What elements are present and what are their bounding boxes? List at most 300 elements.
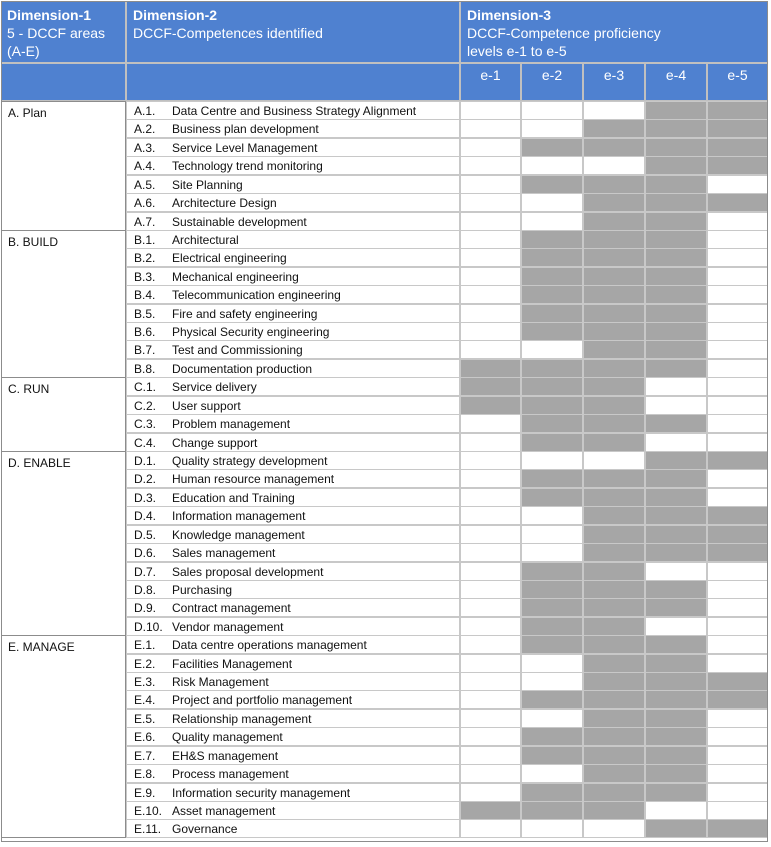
competence-code: D.5. bbox=[134, 527, 157, 542]
competence-name: Facilities Management bbox=[172, 656, 293, 671]
competence-row-label bbox=[126, 506, 460, 525]
level-header-e-5: e-5 bbox=[707, 63, 768, 101]
proficiency-cell-e-3-filled bbox=[583, 709, 645, 728]
competence-name: Site Planning bbox=[172, 177, 243, 192]
proficiency-cell-e-1-empty bbox=[460, 525, 521, 544]
proficiency-cell-e-1-empty bbox=[460, 783, 521, 802]
competence-code: B.3. bbox=[134, 269, 156, 284]
proficiency-cell-e-4-filled bbox=[645, 746, 707, 765]
proficiency-cell-e-5-empty bbox=[707, 709, 768, 728]
proficiency-cell-e-3-empty bbox=[583, 101, 645, 120]
competence-code: B.8. bbox=[134, 361, 156, 376]
proficiency-cell-e-4-empty bbox=[645, 617, 707, 636]
proficiency-cell-e-5-empty bbox=[707, 340, 768, 359]
proficiency-cell-e-1-filled bbox=[460, 377, 521, 396]
proficiency-cell-e-1-empty bbox=[460, 138, 521, 157]
proficiency-cell-e-2-filled bbox=[521, 783, 583, 802]
proficiency-cell-e-2-empty bbox=[521, 340, 583, 359]
proficiency-cell-e-4-filled bbox=[645, 654, 707, 673]
proficiency-cell-e-2-filled bbox=[521, 469, 583, 488]
proficiency-cell-e-4-filled bbox=[645, 359, 707, 378]
competence-code: D.2. bbox=[134, 472, 157, 487]
competence-name: Fire and safety engineering bbox=[172, 306, 318, 321]
proficiency-cell-e-4-filled bbox=[645, 469, 707, 488]
proficiency-cell-e-3-filled bbox=[583, 580, 645, 599]
proficiency-cell-e-5-empty bbox=[707, 617, 768, 636]
competence-code: D.7. bbox=[134, 564, 157, 579]
proficiency-cell-e-5-filled bbox=[707, 506, 768, 525]
proficiency-cell-e-5-empty bbox=[707, 433, 768, 452]
proficiency-cell-e-3-filled bbox=[583, 230, 645, 249]
competence-row-label bbox=[126, 285, 460, 304]
proficiency-cell-e-5-filled bbox=[707, 193, 768, 212]
competence-row-label bbox=[126, 690, 460, 709]
proficiency-cell-e-4-filled bbox=[645, 285, 707, 304]
competence-row-label bbox=[126, 396, 460, 415]
proficiency-cell-e-4-filled bbox=[645, 119, 707, 138]
proficiency-cell-e-1-empty bbox=[460, 212, 521, 231]
proficiency-cell-e-4-filled bbox=[645, 525, 707, 544]
dim1-header bbox=[1, 1, 126, 63]
proficiency-cell-e-2-empty bbox=[521, 654, 583, 673]
proficiency-cell-e-3-filled bbox=[583, 433, 645, 452]
proficiency-cell-e-5-empty bbox=[707, 396, 768, 415]
competence-name: Human resource management bbox=[172, 472, 335, 487]
area-label: D. ENABLE bbox=[1, 451, 126, 636]
proficiency-cell-e-4-filled bbox=[645, 138, 707, 157]
competence-row-label bbox=[126, 101, 460, 120]
competence-row-label bbox=[126, 783, 460, 802]
proficiency-cell-e-5-filled bbox=[707, 672, 768, 691]
proficiency-cell-e-4-filled bbox=[645, 156, 707, 175]
proficiency-cell-e-4-filled bbox=[645, 672, 707, 691]
proficiency-cell-e-4-filled bbox=[645, 543, 707, 562]
dim1-title: Dimension-1 bbox=[7, 7, 92, 23]
proficiency-cell-e-3-filled bbox=[583, 322, 645, 341]
competence-row-label bbox=[126, 635, 460, 654]
level-header-e-4: e-4 bbox=[645, 63, 707, 101]
competence-code: D.9. bbox=[134, 601, 157, 616]
competence-code: B.1. bbox=[134, 232, 156, 247]
competence-row-label bbox=[126, 414, 460, 433]
proficiency-cell-e-4-filled bbox=[645, 783, 707, 802]
competence-row-label bbox=[126, 359, 460, 378]
proficiency-cell-e-2-filled bbox=[521, 617, 583, 636]
proficiency-cell-e-1-empty bbox=[460, 690, 521, 709]
competence-code: E.11. bbox=[134, 822, 162, 837]
proficiency-cell-e-4-filled bbox=[645, 414, 707, 433]
proficiency-cell-e-5-empty bbox=[707, 562, 768, 581]
competence-name: Purchasing bbox=[172, 582, 233, 597]
competence-row-label bbox=[126, 819, 460, 838]
proficiency-cell-e-2-empty bbox=[521, 672, 583, 691]
proficiency-cell-e-3-filled bbox=[583, 212, 645, 231]
competence-name: Project and portfolio management bbox=[172, 693, 353, 708]
competence-name: Mechanical engineering bbox=[172, 269, 299, 284]
competence-name: Knowledge management bbox=[172, 527, 305, 542]
competence-row-label bbox=[126, 672, 460, 691]
competence-name: Sales proposal development bbox=[172, 564, 324, 579]
competence-name: Service Level Management bbox=[172, 140, 318, 155]
proficiency-cell-e-4-filled bbox=[645, 340, 707, 359]
competence-row-label bbox=[126, 322, 460, 341]
proficiency-cell-e-3-filled bbox=[583, 285, 645, 304]
proficiency-cell-e-3-filled bbox=[583, 562, 645, 581]
proficiency-cell-e-3-filled bbox=[583, 469, 645, 488]
proficiency-cell-e-1-empty bbox=[460, 543, 521, 562]
competence-row-label bbox=[126, 543, 460, 562]
proficiency-cell-e-2-empty bbox=[521, 193, 583, 212]
competence-name: Sustainable development bbox=[172, 214, 307, 229]
proficiency-cell-e-1-empty bbox=[460, 506, 521, 525]
proficiency-cell-e-1-empty bbox=[460, 304, 521, 323]
competence-code: E.2. bbox=[134, 656, 156, 671]
proficiency-cell-e-4-filled bbox=[645, 598, 707, 617]
proficiency-cell-e-5-empty bbox=[707, 304, 768, 323]
proficiency-cell-e-1-empty bbox=[460, 156, 521, 175]
competence-name: Education and Training bbox=[172, 490, 295, 505]
competence-code: A.6. bbox=[134, 196, 156, 211]
competence-code: B.4. bbox=[134, 288, 156, 303]
competence-name: Business plan development bbox=[172, 122, 319, 137]
competence-code: A.2. bbox=[134, 122, 156, 137]
proficiency-cell-e-1-empty bbox=[460, 764, 521, 783]
proficiency-cell-e-1-filled bbox=[460, 801, 521, 820]
competence-code: E.5. bbox=[134, 711, 156, 726]
proficiency-cell-e-4-filled bbox=[645, 709, 707, 728]
proficiency-cell-e-4-filled bbox=[645, 635, 707, 654]
proficiency-cell-e-2-empty bbox=[521, 709, 583, 728]
competence-name: Documentation production bbox=[172, 361, 313, 376]
competence-code: B.6. bbox=[134, 325, 156, 340]
competence-row-label bbox=[126, 727, 460, 746]
competence-name: Data centre operations management bbox=[172, 638, 367, 653]
proficiency-cell-e-4-filled bbox=[645, 248, 707, 267]
proficiency-cell-e-1-filled bbox=[460, 359, 521, 378]
proficiency-cell-e-5-filled bbox=[707, 119, 768, 138]
proficiency-cell-e-1-empty bbox=[460, 617, 521, 636]
competence-name: Physical Security engineering bbox=[172, 325, 330, 340]
competence-code: E.4. bbox=[134, 693, 156, 708]
proficiency-cell-e-4-filled bbox=[645, 175, 707, 194]
proficiency-cell-e-3-filled bbox=[583, 783, 645, 802]
proficiency-cell-e-4-empty bbox=[645, 377, 707, 396]
proficiency-cell-e-5-empty bbox=[707, 377, 768, 396]
proficiency-cell-e-3-filled bbox=[583, 119, 645, 138]
proficiency-cell-e-4-filled bbox=[645, 267, 707, 286]
proficiency-cell-e-5-filled bbox=[707, 156, 768, 175]
proficiency-cell-e-1-empty bbox=[460, 654, 521, 673]
competence-row-label bbox=[126, 451, 460, 470]
proficiency-cell-e-3-filled bbox=[583, 654, 645, 673]
competence-row-label bbox=[126, 267, 460, 286]
competence-code: E.6. bbox=[134, 730, 156, 745]
level-header-e-1: e-1 bbox=[460, 63, 521, 101]
dim2-title: Dimension-2 bbox=[133, 7, 218, 23]
proficiency-cell-e-1-empty bbox=[460, 267, 521, 286]
proficiency-cell-e-1-empty bbox=[460, 433, 521, 452]
proficiency-cell-e-3-filled bbox=[583, 801, 645, 820]
dim2-header bbox=[126, 1, 460, 63]
proficiency-cell-e-2-empty bbox=[521, 119, 583, 138]
competence-row-label bbox=[126, 469, 460, 488]
proficiency-cell-e-4-empty bbox=[645, 562, 707, 581]
competence-name: Sales management bbox=[172, 546, 276, 561]
proficiency-cell-e-1-empty bbox=[460, 451, 521, 470]
competence-name: Problem management bbox=[172, 417, 291, 432]
competence-name: EH&S management bbox=[172, 748, 279, 763]
competence-row-label bbox=[126, 212, 460, 231]
competence-row-label bbox=[126, 230, 460, 249]
competence-name: Telecommunication engineering bbox=[172, 288, 341, 303]
proficiency-cell-e-5-filled bbox=[707, 819, 768, 838]
proficiency-cell-e-5-filled bbox=[707, 101, 768, 120]
competence-row-label bbox=[126, 156, 460, 175]
proficiency-cell-e-4-filled bbox=[645, 451, 707, 470]
proficiency-cell-e-1-empty bbox=[460, 340, 521, 359]
proficiency-cell-e-5-empty bbox=[707, 469, 768, 488]
proficiency-cell-e-3-filled bbox=[583, 617, 645, 636]
competence-code: E.9. bbox=[134, 785, 156, 800]
proficiency-cell-e-2-filled bbox=[521, 690, 583, 709]
proficiency-cell-e-2-empty bbox=[521, 451, 583, 470]
proficiency-cell-e-5-empty bbox=[707, 230, 768, 249]
proficiency-cell-e-3-filled bbox=[583, 746, 645, 765]
proficiency-cell-e-5-empty bbox=[707, 654, 768, 673]
competence-row-label bbox=[126, 119, 460, 138]
proficiency-cell-e-2-filled bbox=[521, 396, 583, 415]
competence-row-label bbox=[126, 304, 460, 323]
competence-code: E.10. bbox=[134, 803, 163, 818]
proficiency-cell-e-2-empty bbox=[521, 543, 583, 562]
competence-code: A.1. bbox=[134, 104, 156, 118]
proficiency-cell-e-5-empty bbox=[707, 248, 768, 267]
competence-code: D.1. bbox=[134, 453, 157, 468]
proficiency-cell-e-4-filled bbox=[645, 304, 707, 323]
proficiency-cell-e-1-empty bbox=[460, 285, 521, 304]
proficiency-cell-e-3-filled bbox=[583, 377, 645, 396]
proficiency-cell-e-3-filled bbox=[583, 138, 645, 157]
proficiency-cell-e-1-empty bbox=[460, 709, 521, 728]
dim1-subtitle-line2: (A-E) bbox=[7, 43, 40, 59]
proficiency-cell-e-5-empty bbox=[707, 801, 768, 820]
proficiency-cell-e-2-filled bbox=[521, 175, 583, 194]
competence-code: A.5. bbox=[134, 177, 156, 192]
proficiency-cell-e-1-empty bbox=[460, 598, 521, 617]
proficiency-cell-e-1-filled bbox=[460, 396, 521, 415]
competence-name: Change support bbox=[172, 435, 258, 450]
proficiency-cell-e-2-empty bbox=[521, 525, 583, 544]
proficiency-cell-e-4-filled bbox=[645, 101, 707, 120]
proficiency-cell-e-3-filled bbox=[583, 304, 645, 323]
proficiency-cell-e-3-filled bbox=[583, 506, 645, 525]
level-header-e-3: e-3 bbox=[583, 63, 645, 101]
competence-row-label bbox=[126, 598, 460, 617]
proficiency-cell-e-1-empty bbox=[460, 248, 521, 267]
competence-name: Quality strategy development bbox=[172, 453, 328, 468]
proficiency-cell-e-2-filled bbox=[521, 488, 583, 507]
competence-name: Vendor management bbox=[172, 619, 284, 634]
level-row-blank-area bbox=[1, 63, 126, 101]
proficiency-cell-e-1-empty bbox=[460, 562, 521, 581]
dim3-subtitle-line2: levels e-1 to e-5 bbox=[467, 43, 567, 59]
proficiency-cell-e-3-filled bbox=[583, 525, 645, 544]
proficiency-cell-e-1-empty bbox=[460, 672, 521, 691]
competence-code: D.10. bbox=[134, 619, 163, 634]
proficiency-cell-e-2-filled bbox=[521, 801, 583, 820]
proficiency-cell-e-5-filled bbox=[707, 690, 768, 709]
competence-name: Contract management bbox=[172, 601, 291, 616]
proficiency-cell-e-1-empty bbox=[460, 746, 521, 765]
proficiency-cell-e-1-empty bbox=[460, 414, 521, 433]
area-label: C. RUN bbox=[1, 377, 126, 451]
competence-code: D.6. bbox=[134, 546, 157, 561]
proficiency-cell-e-3-filled bbox=[583, 396, 645, 415]
competence-row-label bbox=[126, 562, 460, 581]
proficiency-cell-e-5-empty bbox=[707, 727, 768, 746]
proficiency-cell-e-1-empty bbox=[460, 230, 521, 249]
competence-name: User support bbox=[172, 398, 241, 413]
proficiency-cell-e-2-filled bbox=[521, 248, 583, 267]
proficiency-cell-e-2-empty bbox=[521, 101, 583, 120]
proficiency-cell-e-5-empty bbox=[707, 488, 768, 507]
competence-name: Relationship management bbox=[172, 711, 312, 726]
proficiency-cell-e-3-filled bbox=[583, 340, 645, 359]
competence-row-label bbox=[126, 764, 460, 783]
proficiency-cell-e-5-filled bbox=[707, 543, 768, 562]
proficiency-cell-e-2-filled bbox=[521, 598, 583, 617]
proficiency-cell-e-2-empty bbox=[521, 819, 583, 838]
competence-code: C.1. bbox=[134, 380, 157, 395]
competence-row-label bbox=[126, 801, 460, 820]
proficiency-cell-e-5-empty bbox=[707, 212, 768, 231]
proficiency-cell-e-2-filled bbox=[521, 414, 583, 433]
competence-name: Data Centre and Business Strategy Alignment bbox=[172, 104, 417, 118]
competence-code: C.3. bbox=[134, 417, 157, 432]
proficiency-cell-e-2-filled bbox=[521, 304, 583, 323]
competence-code: E.8. bbox=[134, 767, 156, 782]
proficiency-cell-e-3-filled bbox=[583, 598, 645, 617]
proficiency-cell-e-1-empty bbox=[460, 580, 521, 599]
dim1-subtitle-line1: 5 - DCCF areas bbox=[7, 25, 106, 41]
competence-name: Information management bbox=[172, 509, 306, 524]
competence-name: Service delivery bbox=[172, 380, 257, 395]
proficiency-cell-e-2-empty bbox=[521, 506, 583, 525]
proficiency-cell-e-5-empty bbox=[707, 635, 768, 654]
proficiency-cell-e-3-filled bbox=[583, 248, 645, 267]
competence-code: D.8. bbox=[134, 582, 157, 597]
proficiency-cell-e-5-empty bbox=[707, 267, 768, 286]
proficiency-cell-e-3-filled bbox=[583, 543, 645, 562]
proficiency-cell-e-4-filled bbox=[645, 764, 707, 783]
proficiency-cell-e-3-filled bbox=[583, 359, 645, 378]
proficiency-cell-e-1-empty bbox=[460, 119, 521, 138]
proficiency-cell-e-2-filled bbox=[521, 267, 583, 286]
competence-row-label bbox=[126, 617, 460, 636]
competence-name: Risk Management bbox=[172, 675, 269, 690]
proficiency-cell-e-5-filled bbox=[707, 138, 768, 157]
competence-code: B.5. bbox=[134, 306, 156, 321]
proficiency-cell-e-2-filled bbox=[521, 285, 583, 304]
competence-row-label bbox=[126, 746, 460, 765]
competence-code: D.4. bbox=[134, 509, 157, 524]
competence-name: Quality management bbox=[172, 730, 283, 745]
area-label: E. MANAGE bbox=[1, 635, 126, 838]
proficiency-cell-e-1-empty bbox=[460, 322, 521, 341]
proficiency-cell-e-3-empty bbox=[583, 819, 645, 838]
competence-name: Architecture Design bbox=[172, 196, 277, 211]
proficiency-cell-e-2-filled bbox=[521, 433, 583, 452]
proficiency-cell-e-3-empty bbox=[583, 451, 645, 470]
proficiency-cell-e-3-empty bbox=[583, 156, 645, 175]
proficiency-cell-e-5-filled bbox=[707, 451, 768, 470]
proficiency-cell-e-2-filled bbox=[521, 230, 583, 249]
proficiency-cell-e-2-filled bbox=[521, 727, 583, 746]
proficiency-cell-e-3-filled bbox=[583, 764, 645, 783]
proficiency-cell-e-2-filled bbox=[521, 138, 583, 157]
competence-code: B.7. bbox=[134, 343, 156, 358]
competence-name: Test and Commissioning bbox=[172, 343, 303, 358]
area-label: B. BUILD bbox=[1, 230, 126, 378]
proficiency-cell-e-3-filled bbox=[583, 267, 645, 286]
proficiency-cell-e-3-filled bbox=[583, 193, 645, 212]
proficiency-cell-e-5-empty bbox=[707, 285, 768, 304]
dim2-subtitle: DCCF-Competences identified bbox=[133, 25, 323, 41]
proficiency-cell-e-4-filled bbox=[645, 506, 707, 525]
proficiency-cell-e-3-filled bbox=[583, 672, 645, 691]
proficiency-cell-e-2-filled bbox=[521, 580, 583, 599]
proficiency-cell-e-4-filled bbox=[645, 230, 707, 249]
competence-code: C.4. bbox=[134, 435, 157, 450]
proficiency-cell-e-4-filled bbox=[645, 193, 707, 212]
proficiency-cell-e-1-empty bbox=[460, 101, 521, 120]
proficiency-cell-e-1-empty bbox=[460, 819, 521, 838]
proficiency-cell-e-4-filled bbox=[645, 488, 707, 507]
proficiency-cell-e-4-empty bbox=[645, 396, 707, 415]
proficiency-cell-e-5-filled bbox=[707, 525, 768, 544]
proficiency-cell-e-2-filled bbox=[521, 377, 583, 396]
proficiency-cell-e-5-empty bbox=[707, 414, 768, 433]
competence-code: A.7. bbox=[134, 214, 156, 229]
competence-name: Governance bbox=[172, 822, 238, 837]
competence-code: C.2. bbox=[134, 398, 157, 413]
proficiency-cell-e-1-empty bbox=[460, 488, 521, 507]
proficiency-cell-e-2-filled bbox=[521, 322, 583, 341]
dim3-subtitle-line1: DCCF-Competence proficiency bbox=[467, 25, 661, 41]
proficiency-cell-e-5-empty bbox=[707, 764, 768, 783]
level-header-e-2: e-2 bbox=[521, 63, 583, 101]
competence-row-label bbox=[126, 377, 460, 396]
competence-row-label bbox=[126, 433, 460, 452]
competence-name: Technology trend monitoring bbox=[172, 159, 323, 174]
proficiency-cell-e-4-filled bbox=[645, 322, 707, 341]
proficiency-cell-e-4-filled bbox=[645, 819, 707, 838]
competence-row-label bbox=[126, 488, 460, 507]
competence-code: B.2. bbox=[134, 251, 156, 266]
proficiency-cell-e-5-empty bbox=[707, 175, 768, 194]
proficiency-cell-e-2-empty bbox=[521, 212, 583, 231]
competence-row-label bbox=[126, 654, 460, 673]
proficiency-cell-e-4-filled bbox=[645, 727, 707, 746]
competence-code: E.3. bbox=[134, 675, 156, 690]
competence-code: A.3. bbox=[134, 140, 156, 155]
proficiency-cell-e-4-empty bbox=[645, 433, 707, 452]
competence-code: A.4. bbox=[134, 159, 156, 174]
competence-name: Asset management bbox=[172, 803, 276, 818]
competence-name: Information security management bbox=[172, 785, 351, 800]
proficiency-cell-e-3-filled bbox=[583, 488, 645, 507]
proficiency-cell-e-1-empty bbox=[460, 193, 521, 212]
